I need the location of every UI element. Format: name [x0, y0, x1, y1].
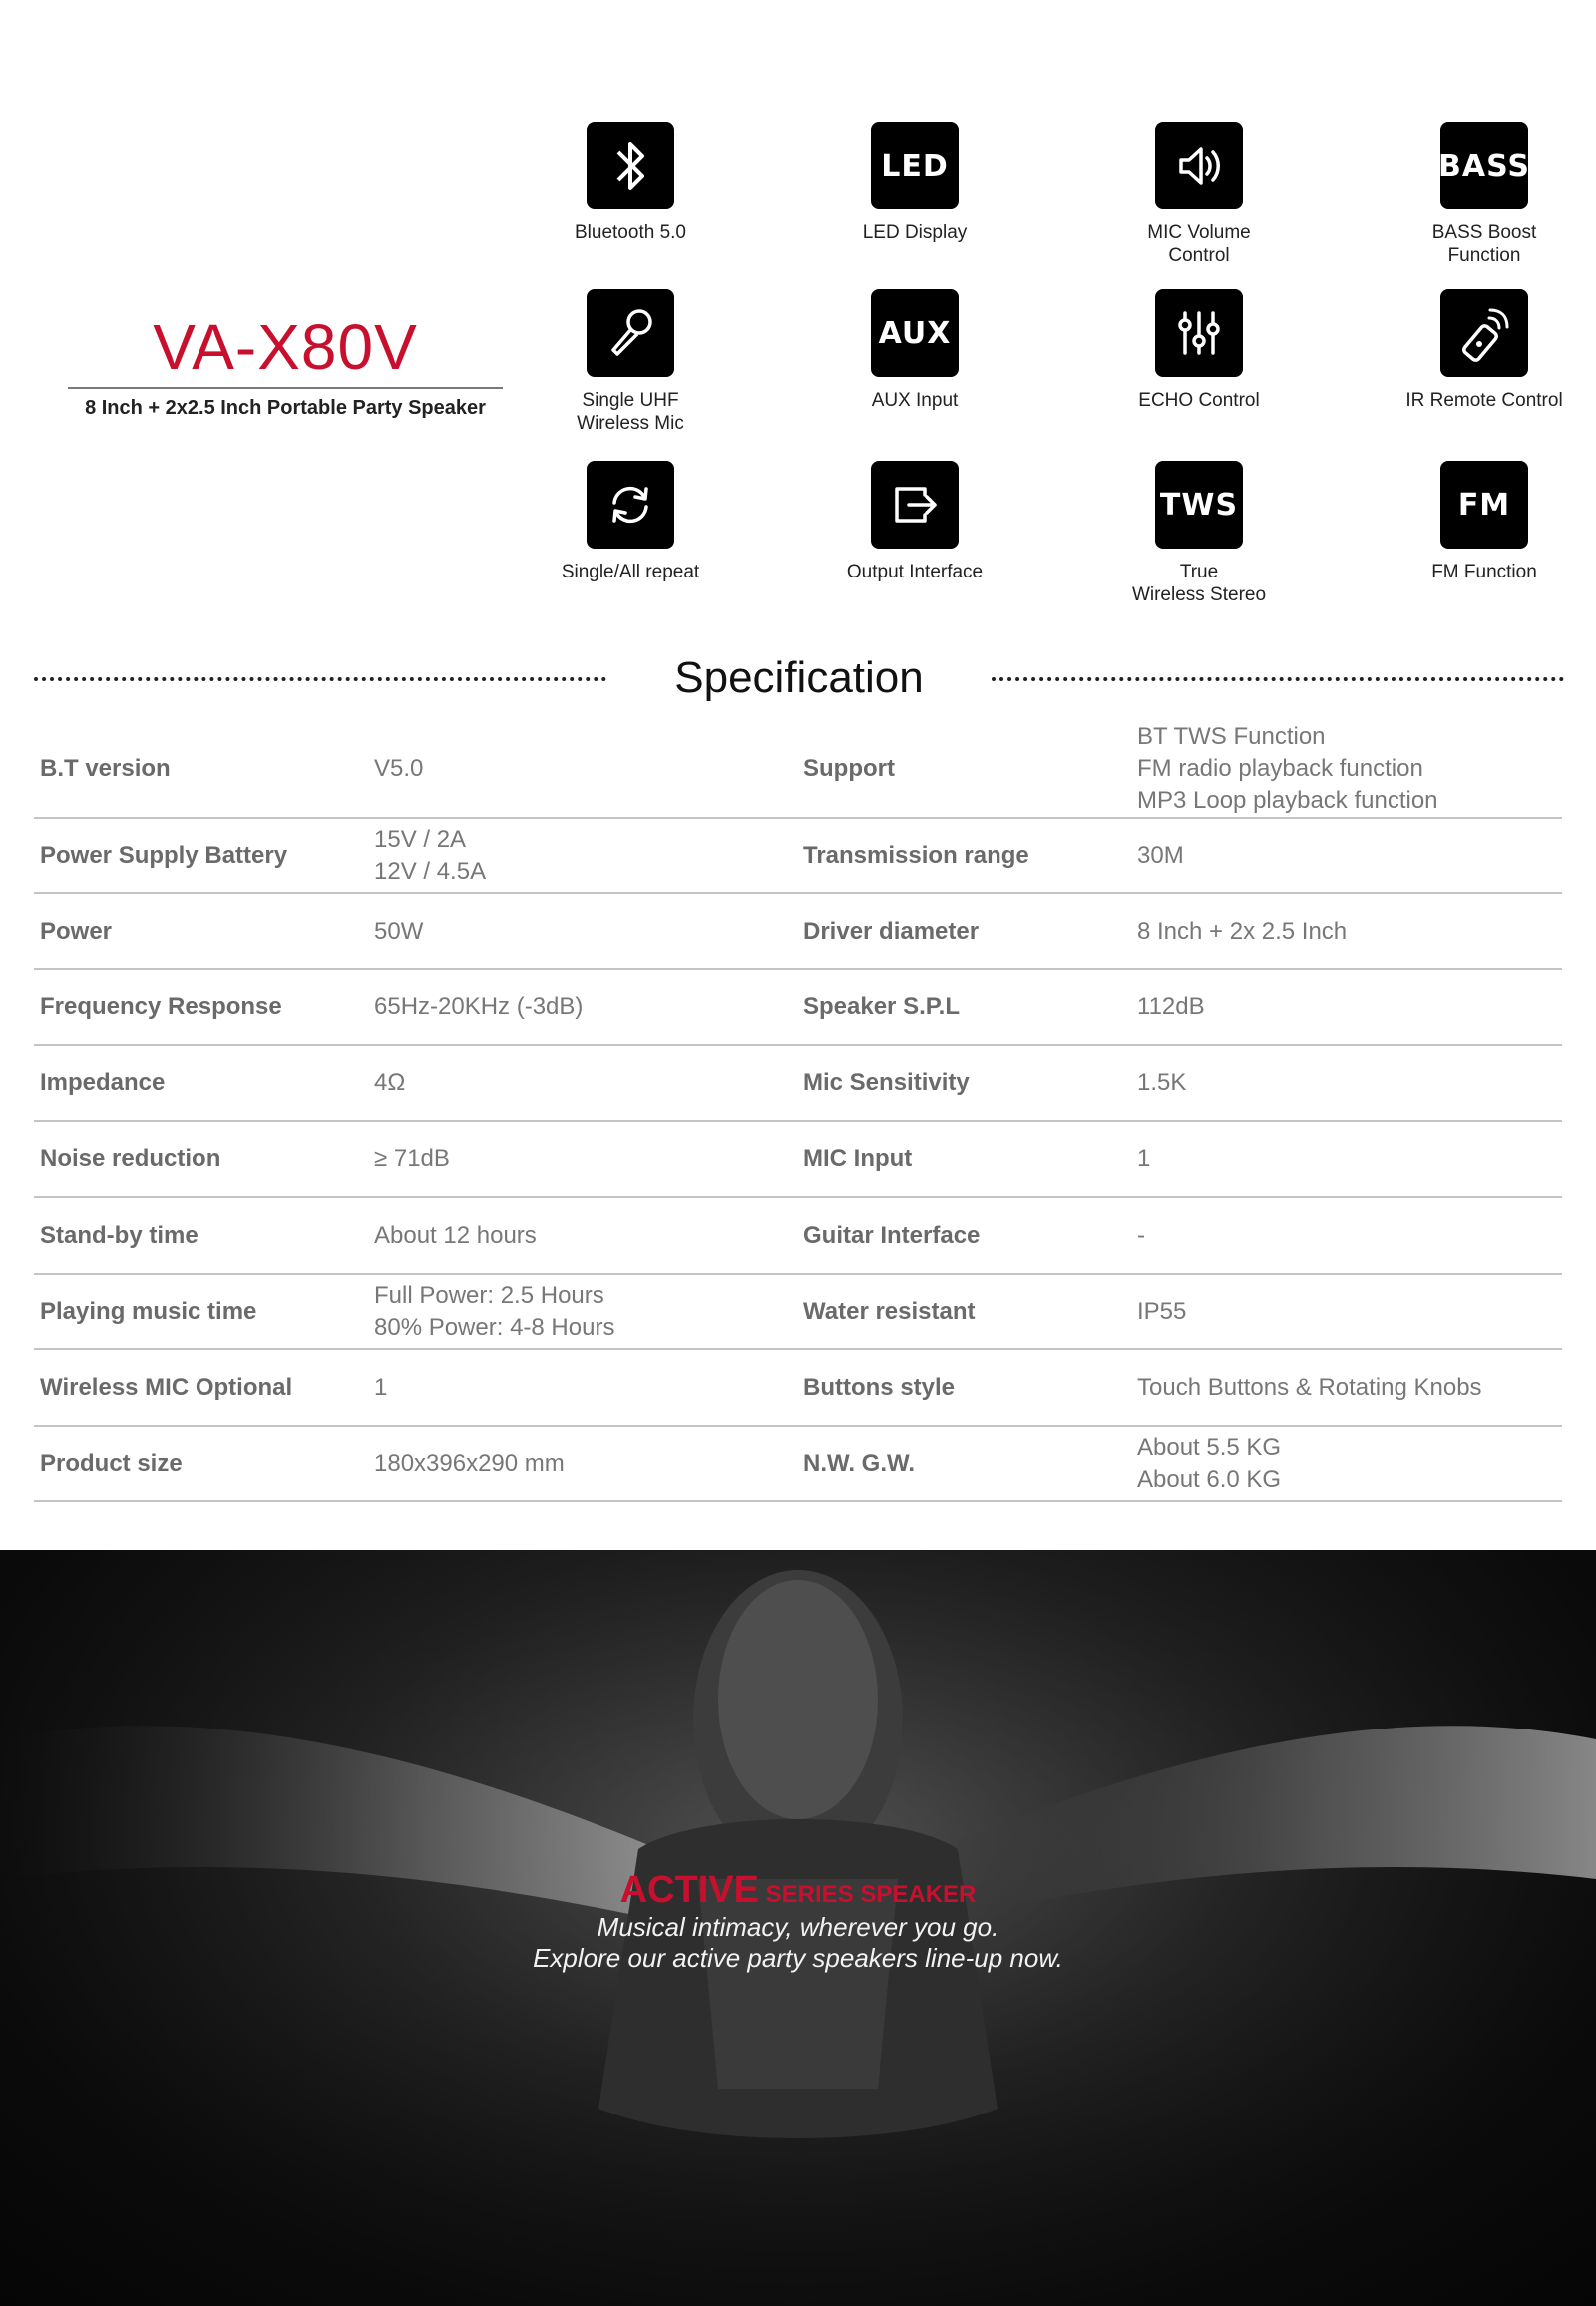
spec-key: Wireless MIC Optional — [34, 1349, 368, 1426]
specification-table — [34, 720, 1562, 1502]
feature-label: True Wireless Stereo — [1131, 562, 1267, 605]
feature-microphone — [506, 289, 755, 435]
spec-value: ≥ 71dB — [368, 1121, 797, 1197]
remote-control-icon — [1440, 289, 1528, 377]
spec-row — [34, 1426, 1562, 1501]
spec-key: Water resistant — [797, 1274, 1131, 1349]
spec-key: Frequency Response — [34, 969, 368, 1045]
feature-output — [790, 461, 1039, 583]
feature-tws — [1074, 461, 1324, 606]
feature-repeat — [506, 461, 755, 583]
spec-value: 15V / 2A 12V / 4.5A — [368, 818, 797, 893]
spec-value: 1 — [368, 1349, 797, 1426]
spec-value: 50W — [368, 893, 797, 969]
spec-key: N.W. G.W. — [797, 1426, 1131, 1501]
feature-remote-control — [1360, 289, 1596, 412]
feature-label: Single UHF Wireless Mic — [577, 390, 684, 434]
spec-key: Support — [797, 720, 1131, 818]
aux-icon: AUX — [871, 289, 959, 377]
spec-value: 4Ω — [368, 1045, 797, 1121]
spec-value: 30M — [1131, 818, 1562, 893]
spec-key: Stand-by time — [34, 1197, 368, 1274]
specification-title: Specification — [674, 653, 924, 702]
spec-row — [34, 1045, 1562, 1121]
bass-icon: BASS — [1440, 122, 1528, 209]
spec-value: IP55 — [1131, 1274, 1562, 1349]
model-name: VA-X80V — [153, 311, 418, 383]
spec-key: Speaker S.P.L — [797, 969, 1131, 1045]
spec-value: 180x396x290 mm — [368, 1426, 797, 1501]
feature-label: MIC Volume Control — [1147, 222, 1251, 266]
spec-row — [34, 893, 1562, 969]
series-heading — [0, 1869, 1596, 1912]
spec-row — [34, 1121, 1562, 1197]
banner-copy — [0, 1869, 1596, 1974]
spec-value: About 12 hours — [368, 1197, 797, 1274]
spec-value: 112dB — [1131, 969, 1562, 1045]
spec-value: Touch Buttons & Rotating Knobs — [1131, 1349, 1562, 1426]
series-suffix: SERIES SPEAKER — [758, 1881, 977, 1908]
spec-key: Noise reduction — [34, 1121, 368, 1197]
spec-key: Power Supply Battery — [34, 818, 368, 893]
feature-fm — [1360, 461, 1596, 583]
spec-value: 65Hz-20KHz (-3dB) — [368, 969, 797, 1045]
feature-label: AUX Input — [871, 390, 959, 411]
feature-label: ECHO Control — [1138, 390, 1260, 411]
specification-header — [34, 653, 1564, 703]
spec-row — [34, 818, 1562, 893]
tws-icon: TWS — [1155, 461, 1243, 549]
feature-bluetooth — [506, 122, 755, 244]
spec-key: Guitar Interface — [797, 1197, 1131, 1274]
led-icon: LED — [871, 122, 959, 209]
feature-speaker-volume — [1074, 122, 1324, 267]
spec-key: Transmission range — [797, 818, 1131, 893]
feature-aux — [790, 289, 1039, 412]
spec-row — [34, 1349, 1562, 1426]
spec-key: Playing music time — [34, 1274, 368, 1349]
spec-value: Full Power: 2.5 Hours 80% Power: 4-8 Hours — [368, 1274, 797, 1349]
spec-value: BT TWS Function FM radio playback function MP3 Loop playback function — [1131, 720, 1562, 818]
spec-key: Power — [34, 893, 368, 969]
spec-value: 1 — [1131, 1121, 1562, 1197]
feature-label: Bluetooth 5.0 — [575, 222, 686, 243]
sliders-icon — [1155, 289, 1243, 377]
spec-value: 1.5K — [1131, 1045, 1562, 1121]
product-heading — [68, 309, 503, 420]
bluetooth-icon — [587, 122, 674, 209]
feature-led — [790, 122, 1039, 244]
spec-key: MIC Input — [797, 1121, 1131, 1197]
feature-label: BASS Boost Function — [1431, 222, 1537, 266]
feature-label: LED Display — [862, 222, 968, 243]
spec-value: - — [1131, 1197, 1562, 1274]
feature-sliders — [1074, 289, 1324, 412]
fm-icon: FM — [1440, 461, 1528, 549]
repeat-icon — [587, 461, 674, 549]
spec-row — [34, 1274, 1562, 1349]
promo-banner — [0, 1550, 1596, 2306]
product-subtitle: 8 Inch + 2x2.5 Inch Portable Party Speaker — [85, 397, 486, 419]
spec-row — [34, 969, 1562, 1045]
spec-row — [34, 1197, 1562, 1274]
spec-value: V5.0 — [368, 720, 797, 818]
feature-label: Output Interface — [846, 562, 984, 582]
spec-key: B.T version — [34, 720, 368, 818]
feature-label: Single/All repeat — [561, 562, 700, 582]
microphone-icon — [587, 289, 674, 377]
feature-bass — [1360, 122, 1596, 267]
spec-key: Impedance — [34, 1045, 368, 1121]
feature-label: FM Function — [1431, 562, 1537, 582]
model-divider — [68, 387, 503, 389]
tagline-line-1: Musical intimacy, wherever you go. — [597, 1912, 999, 1942]
output-icon — [871, 461, 959, 549]
spec-key: Mic Sensitivity — [797, 1045, 1131, 1121]
tagline-line-2: Explore our active party speakers line-up now. — [533, 1943, 1063, 1973]
spec-value: 8 Inch + 2x 2.5 Inch — [1131, 893, 1562, 969]
dotted-divider-right — [992, 677, 1564, 681]
feature-label: IR Remote Control — [1405, 390, 1563, 411]
spec-value: About 5.5 KG About 6.0 KG — [1131, 1426, 1562, 1501]
spec-key: Buttons style — [797, 1349, 1131, 1426]
spec-key: Product size — [34, 1426, 368, 1501]
series-name: ACTIVE — [619, 1869, 759, 1911]
spec-key: Driver diameter — [797, 893, 1131, 969]
speaker-volume-icon — [1155, 122, 1243, 209]
spec-row — [34, 720, 1562, 818]
